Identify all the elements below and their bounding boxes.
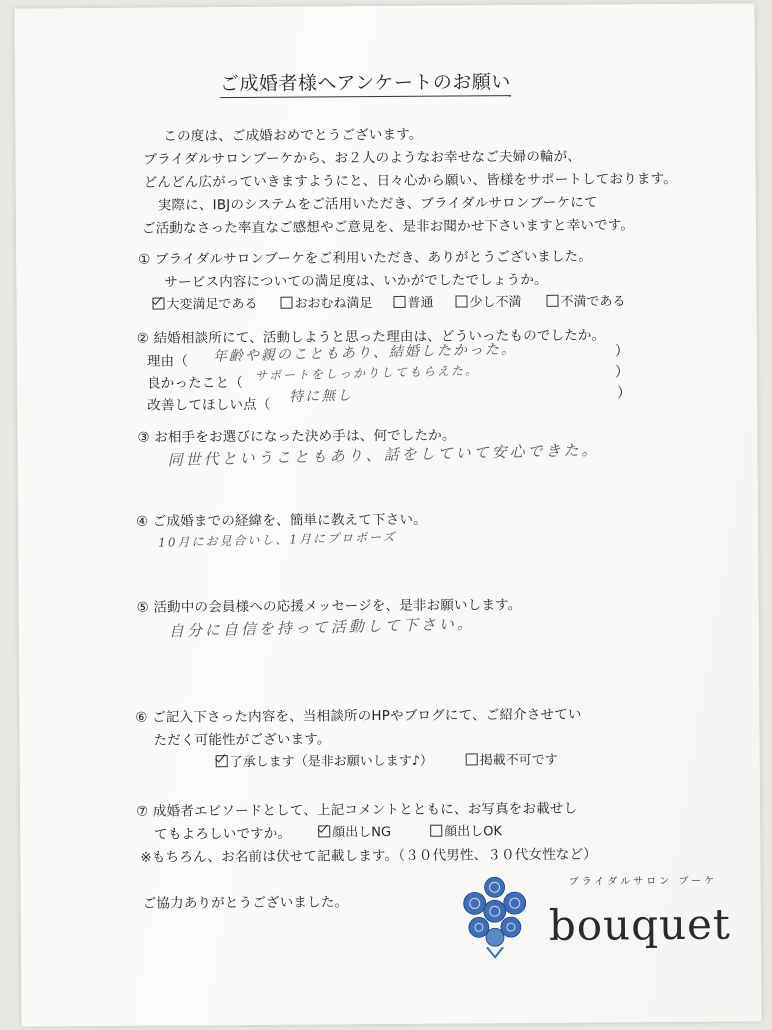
- q1-subquestion: サービス内容についての満足度は、いかがでしたでしょうか。: [164, 271, 548, 291]
- q7-question-cont: てもよろしいですか。: [154, 825, 292, 843]
- q2-reason-answer[interactable]: 年齢や親のこともあり、結婚したかった。: [212, 341, 518, 365]
- intro-line-2: ブライダルサロンブーケから、お２人のようなお幸せなご夫婦の輪が、: [143, 148, 582, 168]
- intro-line-3: どんどん広がっていきますようにと、日々心から願い、皆様をサポートしております。: [143, 170, 677, 191]
- paren-close: ）: [617, 385, 632, 402]
- q6-option-decline[interactable]: 掲載不可です: [466, 749, 558, 769]
- q1-option-mostly-satisfied[interactable]: おおむね満足: [280, 292, 372, 312]
- q7-note: ※もちろん、お名前は伏せて記載します。（３０代男性、３０代女性など）: [140, 846, 598, 866]
- checkbox-checked[interactable]: [152, 298, 164, 310]
- checkbox[interactable]: [466, 753, 478, 765]
- q6-question-cont: ただく可能性がございます。: [153, 731, 331, 749]
- q2-reason-label: 理由（: [146, 353, 189, 370]
- q2-good-label: 良かったこと（: [147, 375, 244, 392]
- q1-option-slightly-dissatisfied[interactable]: 少し不満: [455, 291, 521, 310]
- checkbox[interactable]: [546, 295, 558, 307]
- checkbox-checked[interactable]: [216, 755, 228, 767]
- q7-option-face-ok[interactable]: 顔出しOK: [430, 820, 502, 840]
- closing-text: ご協力ありがとうございました。: [142, 894, 349, 912]
- q1-option-dissatisfied[interactable]: 不満である: [546, 290, 625, 310]
- intro-line-5: ご活動なさった率直なご感想やご意見を、是非お聞かせ下さいますと幸いです。: [141, 217, 635, 237]
- bouquet-flower-icon: [457, 873, 534, 960]
- checkbox[interactable]: [393, 296, 405, 308]
- q5-question: ⑤ 活動中の会員様への応援メッセージを、是非お願いします。: [136, 597, 522, 616]
- q2-question: ② 結婚相談所にて、活動しようと思った理由は、どういったものでしたか。: [136, 327, 606, 347]
- checkbox[interactable]: [455, 295, 467, 307]
- q2-improve-label: 改善してほしい点（: [147, 396, 271, 414]
- paren-close: ）: [614, 364, 630, 381]
- q4-answer[interactable]: 10月にお見合いし、1月にプロポーズ: [158, 529, 397, 550]
- intro-line-4: 実際に、IBJのシステムをご活用いただき、ブライダルサロンブーケにて: [157, 194, 598, 214]
- q2-improve-answer[interactable]: 特に無し: [289, 387, 354, 406]
- logo-wordmark: bouquet: [548, 899, 731, 950]
- q3-question: ③ お相手をお選びになった決め手は、何でしたか。: [137, 427, 456, 446]
- checkbox[interactable]: [430, 825, 442, 837]
- q6-question: ⑥ ご記入下さった内容を、当相談所のHPやブログにて、ご紹介させてい: [135, 706, 582, 726]
- checkbox-checked[interactable]: [318, 825, 330, 837]
- q1-question: ① ブライダルサロンブーケをご利用いただき、ありがとうございました。: [138, 248, 593, 268]
- q7-question: ⑦ 成婚者エピソードとして、上記コメントとともに、お写真をお載せし: [136, 800, 578, 820]
- q4-question: ④ ご成婚までの経緯を、簡単に教えて下さい。: [135, 511, 427, 530]
- q1-option-very-satisfied[interactable]: 大変満足である: [152, 293, 257, 313]
- q6-option-agree[interactable]: 了承します（是非お願いします♪）: [216, 750, 433, 771]
- q3-answer[interactable]: 同世代ということもあり、話をしていて安心できた。: [167, 440, 600, 470]
- logo-subtitle: ブライダルサロン ブーケ: [568, 875, 718, 888]
- q7-option-face-ng[interactable]: 顔出しNG: [318, 821, 391, 841]
- page-title: ご成婚者様へアンケートのお願い: [220, 67, 511, 98]
- q5-answer[interactable]: 自分に自信を持って活動して下さい。: [168, 614, 475, 641]
- q1-option-normal[interactable]: 普通: [393, 292, 433, 311]
- intro-line-1: この度は、ご成婚おめでとうございます。: [163, 126, 423, 145]
- paren-close: ）: [614, 343, 629, 360]
- survey-sheet: [14, 3, 761, 1026]
- q2-good-answer[interactable]: サポートをしっかりしてもらえた。: [254, 363, 480, 383]
- checkbox[interactable]: [280, 297, 292, 309]
